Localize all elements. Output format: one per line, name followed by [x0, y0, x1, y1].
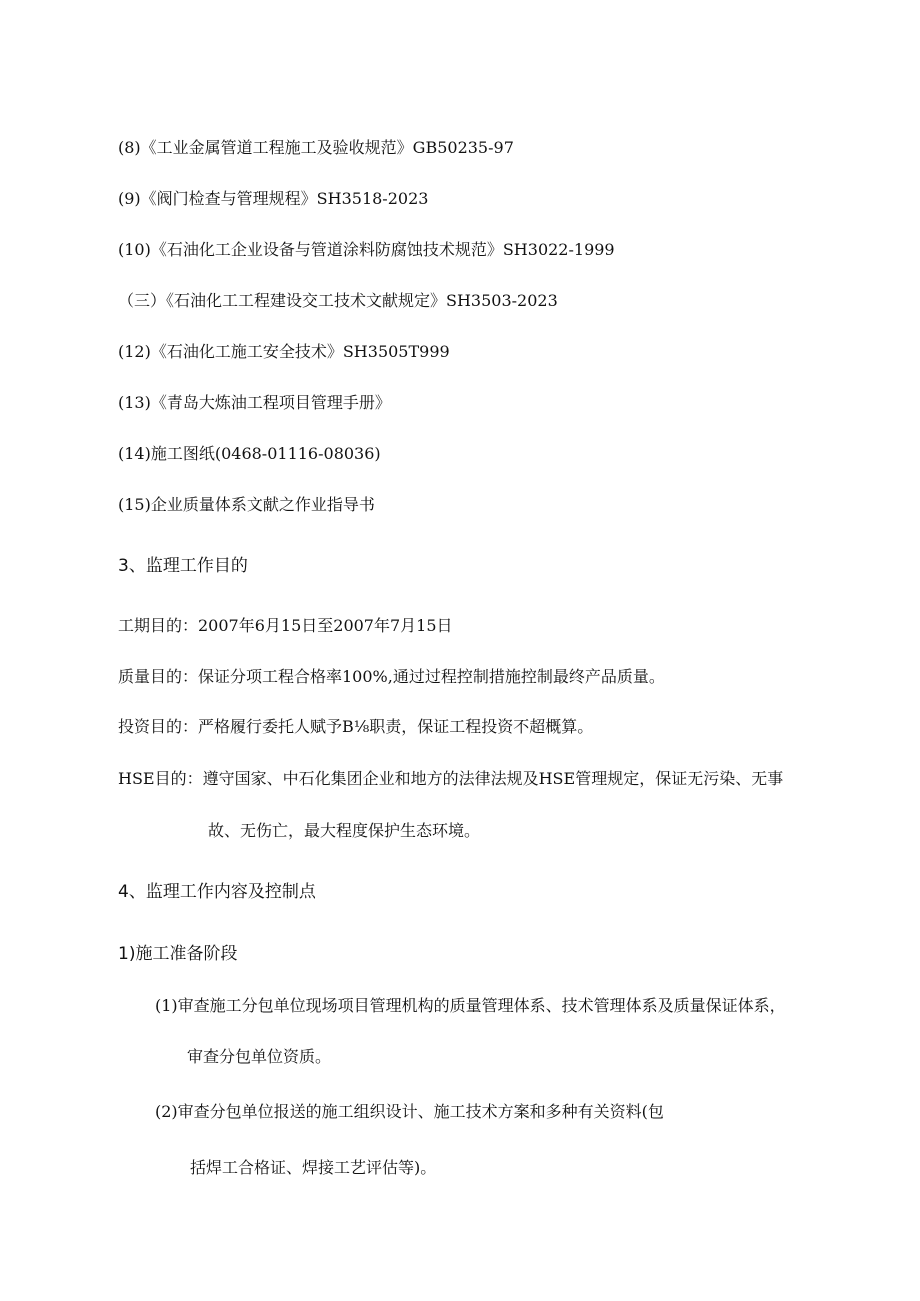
investment-goal: 投资目的：严格履行委托人赋予B⅛职责，保证工程投资不超概算。	[118, 717, 594, 736]
reference-item-9: (9)《阀门检查与管理规程》SH3518-2023	[118, 189, 429, 208]
reference-item-14: (14)施工图纸(0468-01116-08036)	[118, 444, 381, 463]
quality-goal: 质量目的：保证分项工程合格率100%,通过过程控制措施控制最终产品质量。	[118, 667, 665, 686]
item-1-line-1: (1)审查施工分包单位现场项目管理机构的质量管理体系、技术管理体系及质量保证体系，	[155, 996, 786, 1015]
item-1-line-2: 审查分包单位资质。	[187, 1047, 332, 1066]
schedule-goal: 工期目的：2007年6月15日至2007年7月15日	[118, 616, 453, 635]
reference-item-15: (15)企业质量体系文献之作业指导书	[118, 495, 375, 514]
reference-item-8: (8)《工业金属管道工程施工及验收规范》GB50235-97	[118, 138, 514, 157]
reference-item-11: （三）《石油化工工程建设交工技术文献规定》SH3503-2023	[118, 291, 558, 310]
reference-item-12: (12)《石油化工施工安全技术》SH3505T999	[118, 342, 450, 361]
section-3-heading: 3、监理工作目的	[118, 556, 248, 576]
item-2-line-2: 括焊工合格证、焊接工艺评估等)。	[190, 1158, 437, 1177]
hse-goal-line-2: 故、无伤亡，最大程度保护生态环境。	[208, 821, 481, 840]
reference-item-13: (13)《青岛大炼油工程项目管理手册》	[118, 393, 391, 412]
reference-item-10: (10)《石油化工企业设备与管道涂料防腐蚀技术规范》SH3022-1999	[118, 240, 615, 259]
item-2-line-1: (2)审查分包单位报送的施工组织设计、施工技术方案和多种有关资料(包	[155, 1102, 664, 1121]
section-4-heading: 4、监理工作内容及控制点	[118, 882, 316, 902]
hse-goal-line-1: HSE目的：遵守国家、中石化集团企业和地方的法律法规及HSE管理规定，保证无污染、无事	[118, 769, 784, 788]
stage-1-heading: 1)施工准备阶段	[118, 944, 238, 964]
